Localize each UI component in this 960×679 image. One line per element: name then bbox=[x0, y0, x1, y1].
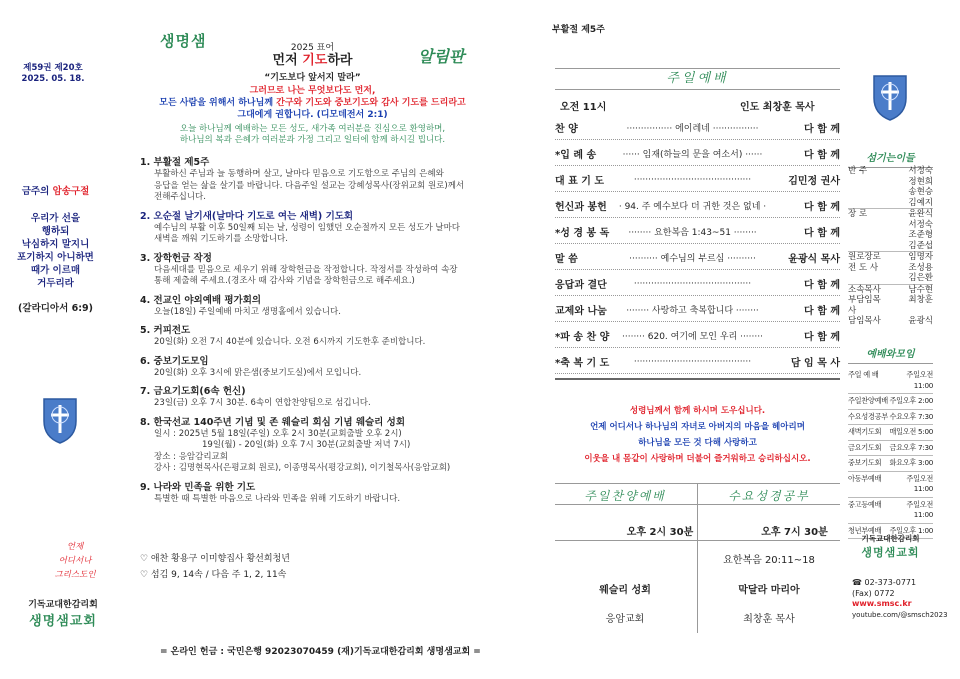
announcement-heading: 2. 오순절 날기새(날마다 기도로 여는 새벽) 기도회 bbox=[140, 210, 354, 222]
schedule-name: 금요기도회 bbox=[848, 442, 882, 452]
announcement-line: 20일(화) 오후 3시에 맑은샘(중보기도실)에서 모입니다. bbox=[154, 367, 362, 378]
announcement-line: 23일(금) 오후 7시 30분. 6속이 연합찬양팀으로 섬깁니다. bbox=[154, 398, 371, 408]
servant-role: 전 도 사 bbox=[848, 262, 879, 273]
worship-order-row bbox=[555, 246, 840, 270]
memory-verse-ref: (갈라디아서 6:9) bbox=[18, 303, 93, 314]
wednesday-study-topic: 막달라 마리아 bbox=[738, 585, 800, 596]
memory-verse-lines bbox=[8, 212, 103, 290]
servant-name: 윤완식 bbox=[908, 209, 933, 219]
worship-order-who: 다 함 께 bbox=[804, 124, 840, 135]
church-name: 생명샘교회 bbox=[861, 546, 920, 559]
servant-role bbox=[848, 198, 886, 209]
servant-name: 송현승 bbox=[908, 187, 933, 197]
schedule-row bbox=[848, 368, 933, 394]
worship-order-who: 윤광식 목사 bbox=[788, 254, 840, 265]
service-volunteers bbox=[140, 551, 290, 583]
servant-row bbox=[848, 220, 933, 231]
worship-order-who: 담 임 목 사 bbox=[790, 358, 840, 369]
announcement-line: 19일(월) - 20일(화) 오후 7시 30분(교회출발 저녁 7시) bbox=[202, 440, 411, 450]
schedule-row bbox=[848, 472, 933, 498]
schedule-row bbox=[848, 425, 933, 441]
worship-order-title: ······ 임재(하늘의 문을 여소서) ······ bbox=[622, 150, 763, 160]
announcement-line: 예수님의 부활 이후 50일째 되는 날, 성령이 임했던 오순절까지 모든 성도가 날마다 bbox=[154, 222, 460, 233]
worship-order-role: 말 씀 bbox=[555, 254, 578, 265]
motto-main-c: 하라 bbox=[327, 53, 353, 68]
verse-line: 낙심하지 말지니 bbox=[21, 239, 90, 250]
sunday-worship-title: 주일예배 bbox=[555, 68, 840, 90]
schedule-time: 수요오후 7:30 bbox=[889, 411, 933, 421]
servant-name: 남수현 bbox=[908, 284, 933, 295]
servant-name: 정현희 bbox=[908, 176, 933, 187]
slogan-line: 그리스도인 bbox=[54, 570, 96, 580]
memory-verse-title-a: 금주의 bbox=[21, 186, 50, 197]
motto-line: 그대에게 권합니다. (디모데전서 2:1) bbox=[237, 110, 388, 120]
servants-table bbox=[848, 166, 933, 327]
announcement-heading: 5. 커피전도 bbox=[140, 325, 191, 336]
worship-leader: 인도 최창훈 목사 bbox=[740, 102, 815, 113]
announcement-item bbox=[140, 416, 485, 475]
worship-order-role: 찬 양 bbox=[555, 124, 578, 135]
wednesday-study-time: 오후 7시 30분 bbox=[761, 527, 828, 538]
welcome-line: 하나님의 복과 은혜가 여러분과 가정 그리고 일터에 함께 하시길 빕니다. bbox=[179, 135, 446, 145]
schedule-time: 주일오후 2:00 bbox=[889, 396, 933, 405]
worship-order-who: 김민정 권사 bbox=[788, 176, 840, 187]
servant-row bbox=[848, 263, 933, 274]
motto-line-2a: 모든 사람을 위해서 하나님께 bbox=[159, 98, 277, 108]
order-divider bbox=[555, 378, 840, 380]
announcement-item bbox=[140, 385, 485, 410]
worship-order-role: *입 례 송 bbox=[555, 150, 597, 161]
announcement-item bbox=[140, 156, 485, 204]
afternoon-service-title: 주일찬양예배 bbox=[584, 489, 666, 503]
worship-order-row bbox=[555, 220, 840, 244]
memory-verse-title-b: 암송구절 bbox=[52, 186, 90, 197]
announcement-line: 특별한 때 특별한 마음으로 나라와 민족을 위해 기도하기 바랍니다. bbox=[154, 493, 401, 504]
schedule-row bbox=[848, 456, 933, 472]
church-name-right bbox=[848, 533, 933, 560]
worship-order-title: ········ 사랑하고 축복합니다 ········ bbox=[626, 306, 759, 316]
church-fax: (Fax) 0772 bbox=[852, 588, 895, 598]
announcement-item bbox=[140, 481, 485, 506]
verse-line: 포기하지 아니하면 bbox=[17, 252, 94, 263]
announcement-heading: 3. 장학헌금 작정 bbox=[140, 252, 212, 264]
announcement-line: 새벽을 깨워 기도하기를 소망합니다. bbox=[154, 234, 288, 244]
servant-role: 담임목사 bbox=[848, 316, 881, 326]
announcement-line: 20일(화) 오전 7시 40분에 있습니다. 오전 6시까지 기도한후 준비합니다. bbox=[154, 337, 426, 347]
worship-order-role: *파 송 찬 양 bbox=[555, 332, 610, 343]
afternoon-service-place: 응암교회 bbox=[605, 614, 645, 625]
schedule-time: 주일오전 11:00 bbox=[906, 370, 933, 390]
church-org: 기독교대한감리회 bbox=[861, 534, 920, 543]
servant-name: 서정숙 bbox=[908, 166, 933, 176]
worship-order-title: ········ 620. 여기에 모인 우리 ········ bbox=[622, 332, 763, 342]
worship-order-who: 다 함 께 bbox=[804, 332, 840, 343]
motto-line-2 bbox=[140, 97, 485, 109]
serving-groups: ♡ 섬김 9, 14속 / 다음 주 1, 2, 11속 bbox=[140, 570, 287, 580]
servant-name: 김예지 bbox=[908, 197, 933, 208]
worship-order-role: *축 복 기 도 bbox=[555, 358, 610, 369]
worship-order-row bbox=[555, 272, 840, 296]
worship-order-row bbox=[555, 142, 840, 166]
schedule-row bbox=[848, 410, 933, 426]
servant-name: 김준섭 bbox=[908, 240, 933, 251]
worship-order-title: ·········· 예수님의 부르심 ·········· bbox=[629, 254, 756, 264]
worship-order-title: ········································· bbox=[633, 356, 752, 367]
announcement-line: 다음세대를 믿음으로 세우기 위해 장학헌금을 작정합니다. 작정서를 작성하여 속장 bbox=[154, 264, 458, 275]
weekly-schedule-table bbox=[848, 368, 933, 539]
servant-role bbox=[848, 177, 886, 188]
notice-board-title: 알림판 bbox=[418, 47, 465, 66]
schedule-name: 수요성경공부 bbox=[848, 411, 888, 421]
schedule-time: 화요오후 3:00 bbox=[889, 458, 933, 467]
servant-row bbox=[848, 187, 933, 198]
announcement-body bbox=[140, 307, 485, 319]
schedule-row bbox=[848, 498, 933, 524]
worship-order-row bbox=[555, 350, 840, 374]
worship-order-row bbox=[555, 298, 840, 322]
week-header: 부활절 제5주 bbox=[552, 25, 605, 35]
announcement-heading: 4. 전교인 야외예배 평가회의 bbox=[140, 294, 262, 306]
worship-order-title: ········································· bbox=[633, 174, 752, 185]
verse-line: 행하되 bbox=[41, 226, 70, 237]
servant-role: 소속목사 bbox=[848, 284, 881, 295]
verse-line: 때가 이르매 bbox=[30, 265, 81, 276]
church-youtube[interactable]: youtube.com/@smsch2023 bbox=[852, 610, 948, 619]
announcement-line: 장소 : 응암감리교회 bbox=[154, 451, 228, 462]
worship-order-who: 다 함 께 bbox=[804, 202, 840, 213]
announcement-body bbox=[140, 265, 485, 288]
worship-order-who: 다 함 께 bbox=[804, 280, 840, 291]
announcement-body bbox=[140, 337, 485, 349]
worship-order-title: ········ 요한복음 1:43~51 ········ bbox=[628, 228, 757, 238]
worship-time: 오전 11시 bbox=[560, 102, 607, 113]
servant-name: 임명자 bbox=[908, 252, 933, 262]
announcement-line: 전해주십니다. bbox=[154, 192, 206, 202]
announcement-line: 부활하신 주님과 늘 동행하며 살고, 날마다 믿음으로 기도함으로 주님의 은혜와 bbox=[154, 169, 444, 179]
verse-line: 거두리라 bbox=[37, 278, 74, 289]
online-offering: = 온라인 헌금 : 국민은행 92023070459 (재)기독교대한감리회 생명샘교회 = bbox=[160, 647, 481, 657]
church-name: 생명샘교회 bbox=[29, 614, 97, 629]
worship-order-row bbox=[555, 324, 840, 348]
servant-role: 장 로 bbox=[848, 209, 868, 219]
worship-order-row bbox=[555, 194, 840, 218]
servant-role bbox=[848, 241, 886, 252]
servant-name: 김은환 bbox=[908, 273, 933, 283]
announcement-body bbox=[140, 494, 485, 506]
schedule-name: 주일 예 배 bbox=[848, 370, 879, 379]
worship-order-row bbox=[555, 116, 840, 140]
church-website[interactable]: www.smsc.kr bbox=[852, 599, 912, 608]
motto-year: 2025 표어 bbox=[290, 43, 335, 53]
schedule-time: 주일오후 1:00 bbox=[889, 525, 933, 535]
announcement-list bbox=[140, 156, 485, 511]
schedule-name: 청년부예배 bbox=[848, 525, 882, 535]
issue-date: 2025. 05. 18. bbox=[21, 74, 85, 84]
schedule-name: 주일찬양예배 bbox=[848, 396, 888, 405]
worship-order-title: ················ 에이레네 ················ bbox=[626, 124, 759, 134]
announcement-heading: 8. 한국선교 140주년 기념 및 존 웨슬리 회심 기념 웨슬리 성회 bbox=[140, 416, 406, 428]
worship-order-title: · 94. 주 예수보다 더 귀한 것은 없네 · bbox=[618, 202, 767, 212]
announcement-item bbox=[140, 294, 485, 319]
servant-row bbox=[848, 273, 933, 284]
motto-sub: “기도보다 앞서지 말라” bbox=[264, 73, 361, 83]
worship-order-who: 다 함 께 bbox=[804, 228, 840, 239]
schedule-row bbox=[848, 441, 933, 457]
schedule-name: 중보기도회 bbox=[848, 458, 882, 467]
servant-row bbox=[848, 251, 933, 263]
worship-order-who: 다 함 께 bbox=[804, 150, 840, 161]
announcement-body bbox=[140, 368, 485, 380]
announcement-body bbox=[140, 429, 485, 475]
welcome-line: 오늘 하나님께 예배하는 모든 성도, 새가족 여러분을 진심으로 환영하며, bbox=[179, 124, 446, 134]
servant-name: 서정숙 bbox=[908, 219, 933, 230]
schedule-time: 주일오전 11:00 bbox=[906, 473, 933, 493]
announcement-heading: 9. 나라와 민족을 위한 기도 bbox=[140, 481, 256, 493]
church-shield-icon bbox=[870, 72, 910, 122]
servant-row bbox=[848, 241, 933, 252]
schedule-name: 중고등예배 bbox=[848, 499, 882, 509]
servant-row bbox=[848, 166, 933, 177]
servant-row bbox=[848, 295, 933, 316]
announcement-line: 오늘(18일) 주일예배 마치고 생명홀에서 있습니다. bbox=[154, 306, 341, 317]
announcement-heading: 6. 중보기도모임 bbox=[140, 355, 209, 367]
servant-role: 원로장로 bbox=[848, 252, 881, 262]
servant-row bbox=[848, 198, 933, 209]
servant-role bbox=[848, 187, 886, 198]
announcement-line: 강사 : 김명현목사(은평교회 원로), 이종명목사(평강교회), 이기철목사(응암교회) bbox=[154, 463, 451, 473]
schedule-name: 아동부예배 bbox=[848, 473, 882, 483]
memory-verse-title bbox=[8, 185, 103, 198]
servant-row bbox=[848, 208, 933, 220]
motto-scripture bbox=[140, 85, 485, 121]
schedule-time: 금요오후 7:30 bbox=[889, 442, 933, 452]
servant-row bbox=[848, 230, 933, 241]
announcement-line: 통해 제출해 주세요.(경조사 때 감사와 기념을 장학헌금으로 해주세요.) bbox=[154, 276, 415, 286]
servant-role: 부담임목사 bbox=[848, 295, 881, 316]
services-time-divider bbox=[555, 540, 840, 541]
announcement-line: 일시 : 2025년 5월 18일(주일) 오후 2시 30분(교회출발 오후 2시) bbox=[154, 428, 402, 439]
schedule-time: 주일오전 11:00 bbox=[906, 499, 933, 519]
motto-main-b: 기도 bbox=[302, 53, 328, 68]
benediction-line: 언제 어디서나 하나님의 자녀로 아버지의 마음을 헤아리며 bbox=[590, 422, 805, 432]
afternoon-service-time: 오후 2시 30분 bbox=[626, 527, 694, 538]
servant-row bbox=[848, 284, 933, 296]
church-name-left bbox=[18, 597, 108, 629]
verse-line: 우리가 선을 bbox=[30, 213, 81, 224]
worship-order-who: 다 함 께 bbox=[804, 306, 840, 317]
announcement-item bbox=[140, 252, 485, 288]
afternoon-service-event: 웨슬리 성회 bbox=[599, 585, 651, 596]
servant-name: 조준형 bbox=[908, 230, 933, 240]
welcome-message bbox=[140, 124, 485, 146]
issue-number: 제59권 제20호 bbox=[23, 63, 83, 73]
fellowship-meal: ♡ 애찬 황용구 이미향집사 황선희청년 bbox=[140, 554, 290, 564]
worship-order-role: *성 경 봉 독 bbox=[555, 228, 610, 239]
slogan-line: 언제 bbox=[66, 542, 84, 552]
motto-line: 그러므로 나는 무엇보다도 먼저, bbox=[249, 86, 376, 96]
schedule-time: 매일오전 5:00 bbox=[889, 427, 933, 436]
servant-name: 윤광식 bbox=[908, 316, 933, 326]
worship-order-row bbox=[555, 168, 840, 192]
benediction-message bbox=[555, 403, 840, 467]
worship-order-role: 응답과 결단 bbox=[555, 280, 607, 291]
weekly-schedule-title: 예배와모임 bbox=[848, 345, 933, 364]
worship-order-title: ········································· bbox=[633, 278, 752, 289]
servant-role bbox=[848, 273, 886, 284]
wednesday-study-speaker: 최창훈 목사 bbox=[743, 614, 795, 625]
memory-verse bbox=[8, 185, 103, 315]
schedule-row bbox=[848, 394, 933, 410]
servant-role: 반 주 bbox=[848, 166, 868, 176]
announcement-line: 응답을 얻는 삶을 살기를 바랍니다. 다음주일 설교는 강혜성목사(장위교회 원로)께서 bbox=[154, 180, 465, 191]
worship-order-role: 교제와 나눔 bbox=[555, 306, 607, 317]
worship-order-role: 대 표 기 도 bbox=[555, 176, 605, 187]
servant-name: 최창훈 bbox=[908, 295, 933, 305]
church-shield-icon bbox=[40, 395, 80, 445]
announcement-body bbox=[140, 223, 485, 246]
motto-line-2b: 간구와 기도와 중보기도와 감사 기도를 드리라고 bbox=[276, 98, 466, 108]
announcement-item bbox=[140, 210, 485, 246]
handwritten-slogan bbox=[50, 540, 100, 582]
announcement-heading: 1. 부활절 제5주 bbox=[140, 157, 210, 168]
servant-role bbox=[848, 220, 886, 231]
benediction-line: 성령님께서 함께 하시며 도우십니다. bbox=[629, 406, 766, 416]
wednesday-study-title: 수요성경공부 bbox=[728, 489, 810, 503]
schedule-name: 새벽기도회 bbox=[848, 427, 882, 436]
worship-order-role: 헌신과 봉헌 bbox=[555, 202, 607, 213]
announcement-item bbox=[140, 324, 485, 349]
contact-info bbox=[852, 578, 948, 620]
bulletin-logo: 생명샘 bbox=[160, 32, 207, 50]
wednesday-study-text: 요한복음 20:11~18 bbox=[723, 555, 815, 566]
announcement-body bbox=[140, 169, 485, 204]
church-phone: ☎ 02-373-0771 bbox=[852, 578, 917, 587]
benediction-line: 이웃을 내 몸같이 사랑하며 더불어 즐거워하고 승리하십시오. bbox=[584, 454, 811, 464]
issue-info bbox=[14, 63, 92, 85]
motto-main-a: 먼저 bbox=[272, 53, 303, 68]
servant-name: 조성용 bbox=[908, 262, 933, 273]
announcement-heading: 7. 금요기도회(6속 헌신) bbox=[140, 386, 246, 397]
benediction-line: 하나님을 모든 것 다해 사랑하고 bbox=[638, 438, 757, 448]
slogan-line: 어디서나 bbox=[58, 556, 92, 566]
announcement-item bbox=[140, 355, 485, 380]
announcement-body bbox=[140, 398, 485, 410]
church-org: 기독교대한감리회 bbox=[28, 600, 98, 610]
servant-role bbox=[848, 230, 886, 241]
servants-title: 섬기는이들 bbox=[848, 149, 933, 168]
servant-row bbox=[848, 316, 933, 327]
servant-row bbox=[848, 177, 933, 188]
